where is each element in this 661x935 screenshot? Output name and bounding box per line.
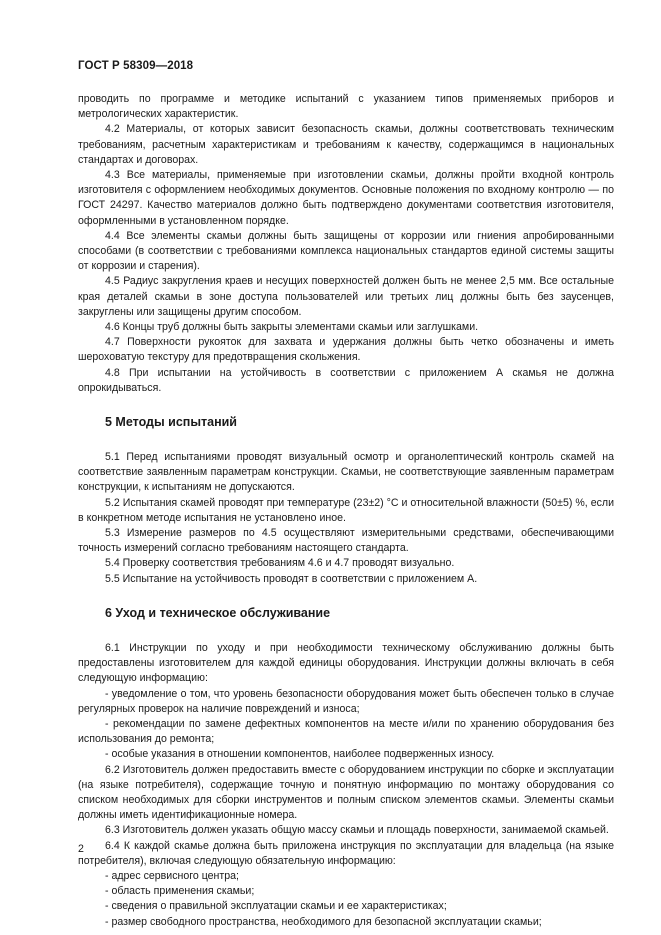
paragraph-4-1-continued: проводить по программе и методике испытаний с указанием типов применяемых приборов и метрологических характеристик. [78,93,614,121]
list-item-6-4-d: - размер свободного пространства, необходимого для безопасной эксплуатации скамьи; [105,915,542,928]
paragraph-4-4: 4.4 Все элементы скамьи должны быть защищены от коррозии или гниения апробированными способами (в соответствии с требованиями комплекса национальных стандартов единой системы защиты от коррозии и старения). [78,229,614,273]
paragraph-5-5: 5.5 Испытание на устойчивость проводят в соответствии с приложением А. [105,572,478,585]
paragraph-5-4: 5.4 Проверку соответствия требованиям 4.6 и 4.7 проводят визуально. [105,557,455,570]
list-item-6-1-c: - особые указания в отношении компонентов, наиболее подверженных износу. [105,748,495,761]
section-5-heading: 5 Методы испытаний [105,415,237,430]
paragraph-4-5: 4.5 Радиус закругления краев и несущих поверхностей должен быть не менее 2,5 мм. Все остальные края деталей скамьи в зоне доступа пользователей или третьих лиц должны быть без заусенцев, закруглены или защищены другим способом. [78,275,614,318]
list-item-6-4-a: - адрес сервисного центра; [105,869,239,882]
list-item-6-1-b: - рекомендации по замене дефектных компонентов на месте и/или по хранению оборудования без использования до ремонта; [78,717,614,746]
paragraph-4-2: 4.2 Материалы, от которых зависит безопасность скамьи, должны соответствовать техническим требованиям, расчетным характеристикам и требованиям к качеству, содержащимся в национальных стандартах и договорах. [78,123,614,166]
paragraph-4-8: 4.8 При испытании на устойчивость в соответствии с приложением А скамья не должна опрокидываться. [78,366,614,394]
paragraph-4-3: 4.3 Все материалы, применяемые при изготовлении скамьи, должны пройти входной контроль изготовителя с оформлением необходимых документов. Основные положения по входному контролю — по ГОСТ 24297. Качество материалов должно быть подтверждено документами соответствия изготовителя, оформленными в установленном порядке. [78,169,614,227]
list-item-6-1-a: - уведомление о том, что уровень безопасности оборудования может быть обеспечен только в случае регулярных проверок на наличие повреждений и износа; [78,687,614,715]
paragraph-6-3: 6.3 Изготовитель должен указать общую массу скамьи и площадь поверхности, занимаемой скамьей. [105,824,609,837]
paragraph-4-6: 4.6 Концы труб должны быть закрыты элементами скамьи или заглушками. [105,321,479,334]
paragraph-4-7: 4.7 Поверхности рукояток для захвата и удержания должны быть четко обозначены и иметь шероховатую текстуру для предотвращения скольжения. [78,336,614,364]
page-body [78,92,614,930]
paragraph-6-4: 6.4 К каждой скамье должна быть приложена инструкция по эксплуатации для владельца (на языке потребителя), включая следующую обязательную информацию: [78,839,614,867]
section-6-heading: 6 Уход и техническое обслуживание [105,605,331,620]
paragraph-6-1: 6.1 Инструкции по уходу и при необходимости техническому обслуживанию должны быть предоставлены изготовителем для каждой единицы оборудования. Инструкции должны включать в себя следующую информацию: [78,641,614,685]
paragraph-5-1: 5.1 Перед испытаниями проводят визуальный осмотр и органолептический контроль скамей на соответствие заявленным параметрам конструкции. Скамьи, не соответствующие заявленным параметрам конструкции, к испытаниям не допускаются. [78,451,614,494]
paragraph-5-3: 5.3 Измерение размеров по 4.5 осуществляют измерительными средствами, обеспечивающими точность измерений согласно требованиям настоящего стандарта. [78,527,614,555]
list-item-6-4-b: - область применения скамьи; [105,885,255,898]
paragraph-5-2: 5.2 Испытания скамей проводят при температуре (23±2) °С и относительной влажности (50±5) %, если в конкретном методе испытания не установлено иное. [78,496,614,524]
paragraph-6-2: 6.2 Изготовитель должен предоставить вместе с оборудованием инструкции по сборке и эксплуатации (на языке потребителя), содержащие точную и понятную информацию по монтажу оборудования со списком необходимых для сборки инструментов и полным списком элементов скамьи. Элементы скамьи должны иметь идентификационные номера. [78,763,614,822]
document-header: ГОСТ Р 58309—2018 [78,60,194,72]
list-item-6-4-c: - сведения о правильной эксплуатации скамьи и ее характеристиках; [105,900,447,913]
page-number: 2 [78,843,84,855]
